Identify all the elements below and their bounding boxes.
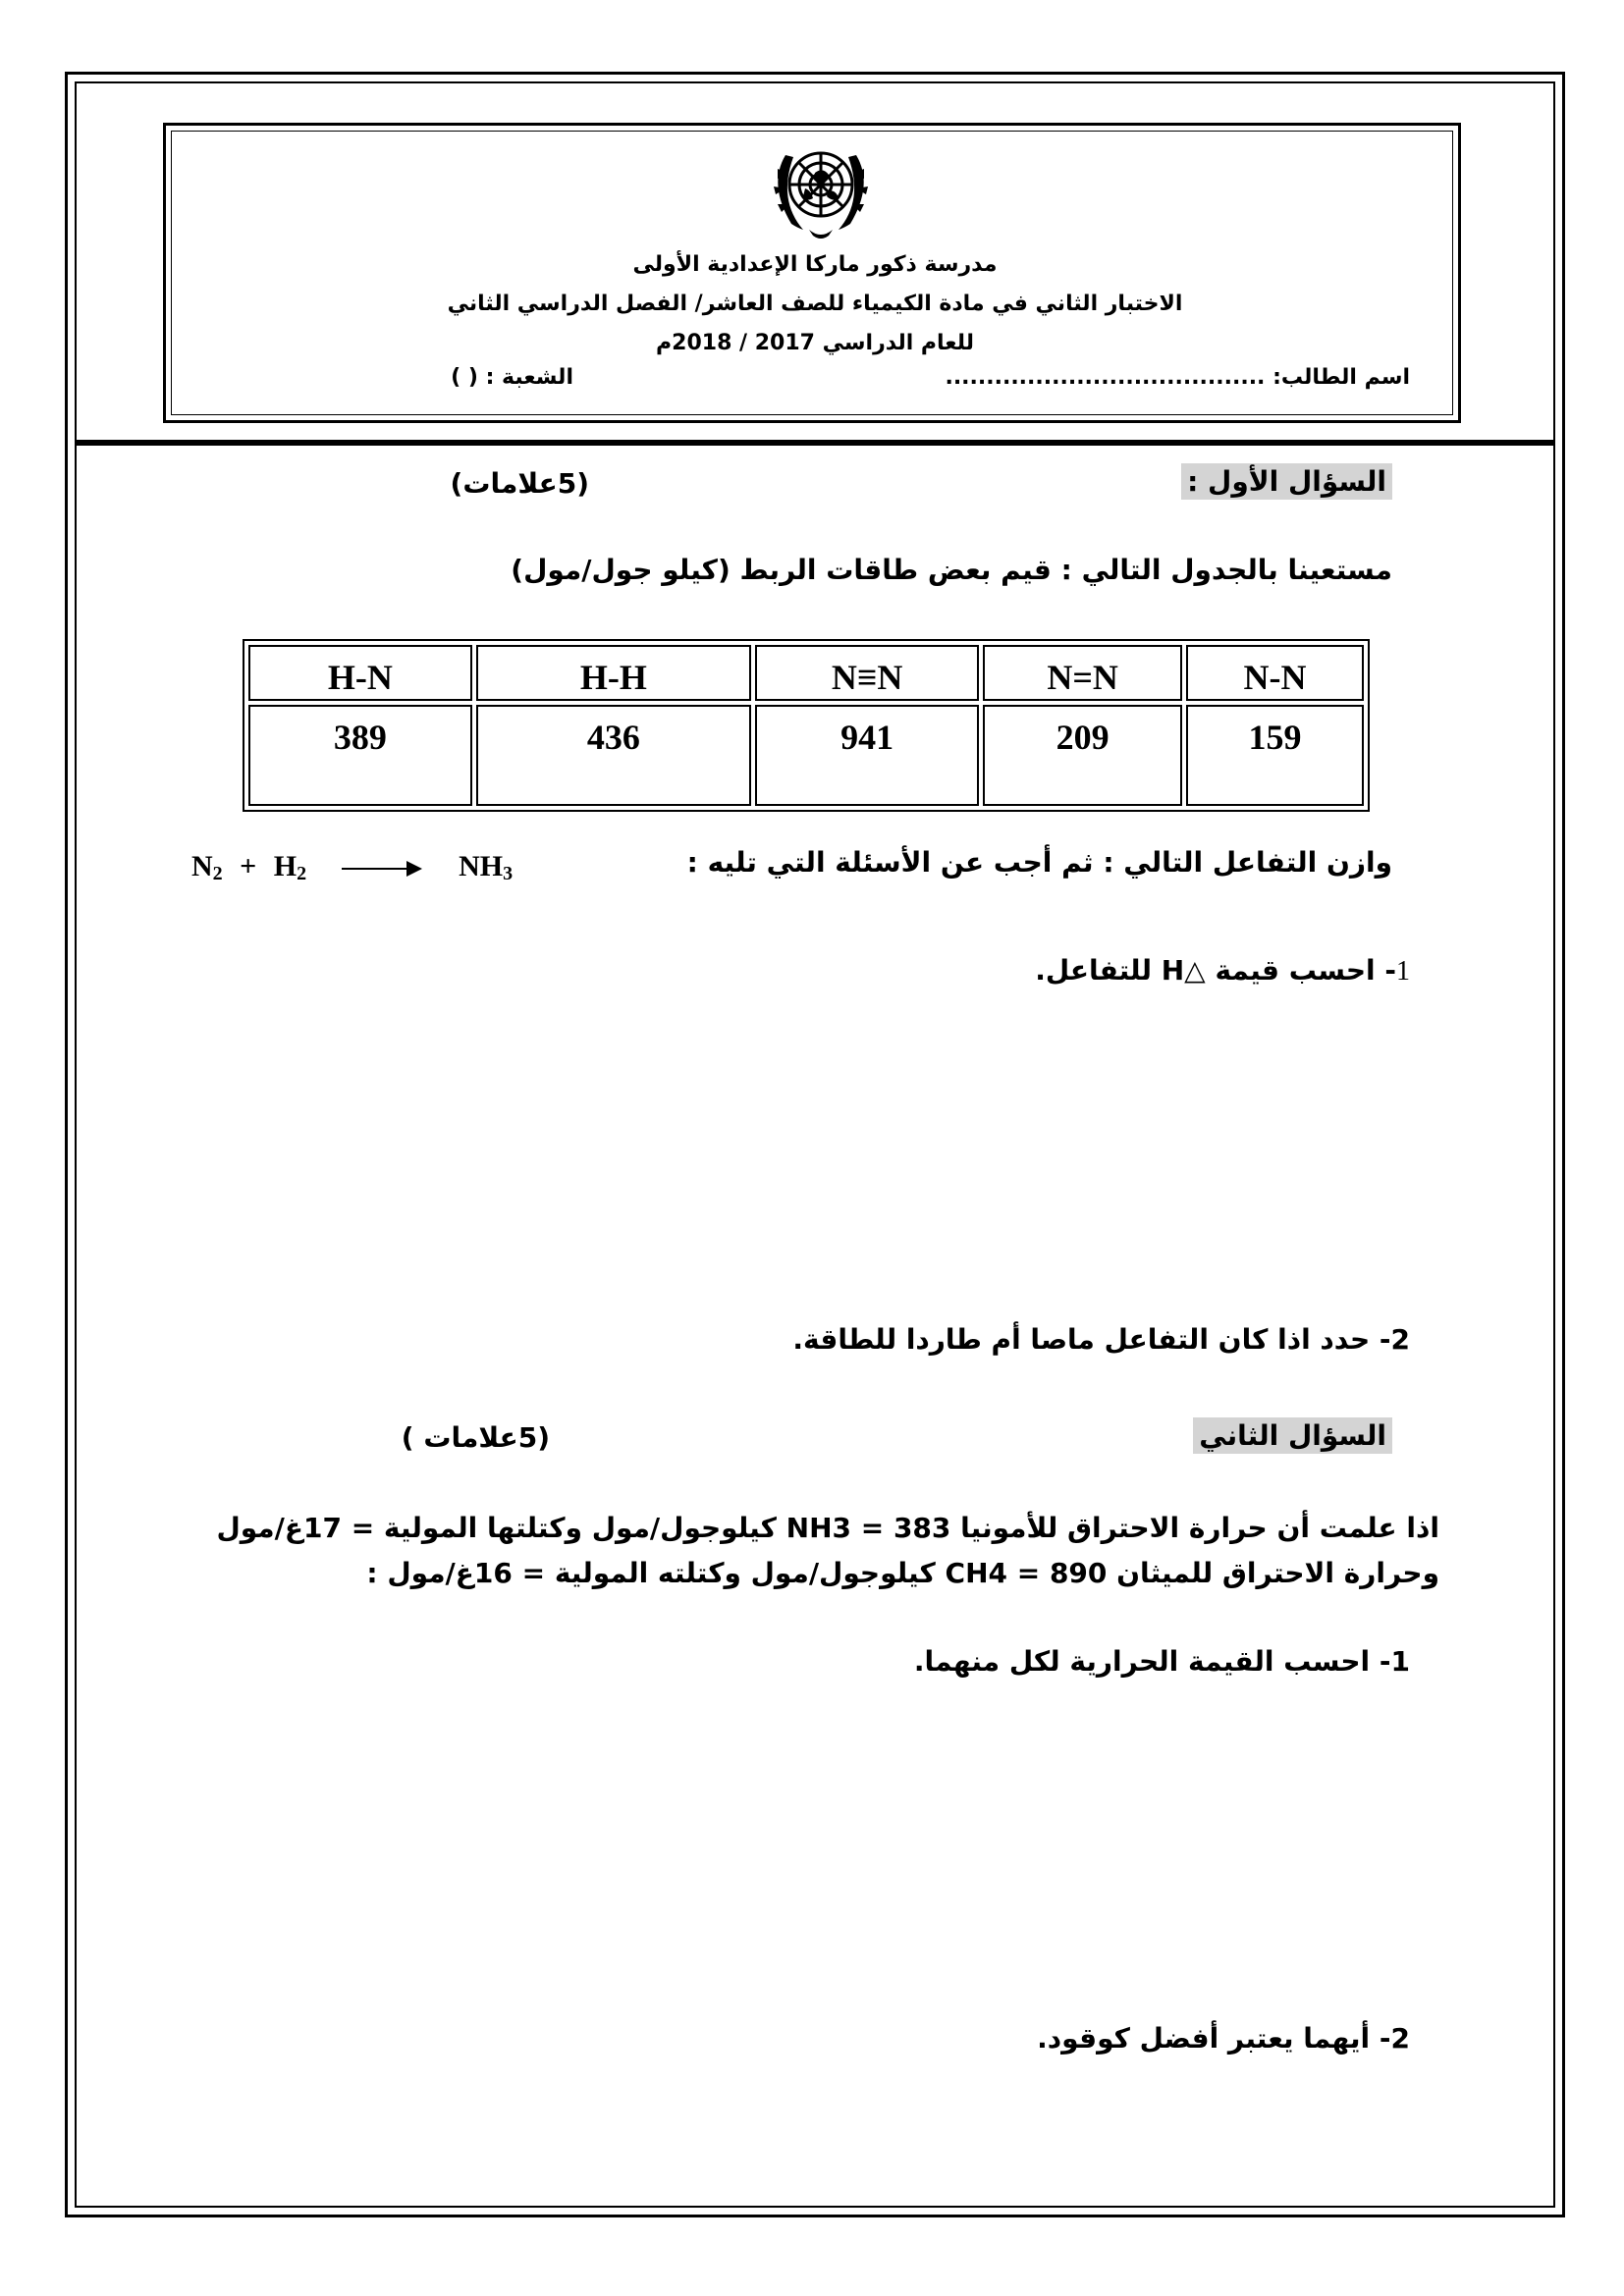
- reactant-n2-symbol: N: [191, 850, 213, 882]
- q1-balance-text: وازن التفاعل التالي : ثم أجب عن الأسئلة التي تليه :: [686, 846, 1392, 879]
- table-cell: 436: [476, 705, 751, 806]
- table-header-cell: N≡N: [755, 645, 979, 701]
- reactant-n2-subscript: 2: [212, 863, 223, 884]
- table-cell: 209: [983, 705, 1182, 806]
- q1-marks: (5علامات): [450, 467, 589, 500]
- q2-title-text: السؤال الثاني: [1193, 1417, 1392, 1454]
- q1-title: [1181, 465, 1392, 498]
- reactant-h2-subscript: 2: [297, 863, 307, 884]
- q2-subquestion-1: 1- احسب القيمة الحرارية لكل منهما.: [913, 1645, 1410, 1678]
- table-cell: 389: [248, 705, 472, 806]
- table-cell: 941: [755, 705, 979, 806]
- product-nh3: [459, 850, 513, 882]
- q1-intro: مستعينا بالجدول التالي : قيم بعض طاقات الربط (كيلو جول/مول): [511, 554, 1392, 586]
- q2-subquestion-2: 2- أيهما يعتبر أفضل كوقود.: [1037, 2022, 1410, 2055]
- academic-year: للعام الدراسي 2017 / 2018م: [656, 331, 974, 355]
- q1-sub1-number: 1: [1396, 956, 1410, 987]
- school-name: مدرسة ذكور ماركا الإعدادية الأولى: [632, 252, 998, 277]
- product-nh3-subscript: 3: [503, 863, 514, 884]
- table-row: [248, 705, 1364, 806]
- table-header-row: [248, 645, 1364, 701]
- bond-energy-table: [243, 639, 1370, 812]
- header-divider: [77, 440, 1553, 446]
- q2-title: [1193, 1419, 1392, 1452]
- section-label: الشعبة : ( ): [451, 365, 573, 390]
- q2-marks: (5علامات ): [401, 1421, 550, 1454]
- table-header-cell: H-N: [248, 645, 472, 701]
- reaction-equation: [191, 850, 513, 885]
- q2-line-1: اذا علمت أن حرارة الاحتراق للأمونيا NH3 = 383 كيلوجول/مول وكتلتها المولية = 17غ/مول: [216, 1512, 1439, 1544]
- reactant-h2-symbol: H: [273, 850, 298, 882]
- reaction-arrow-icon: [342, 868, 420, 870]
- q2-line-2: وحرارة الاحتراق للميثان CH4 = 890 كيلوجول/مول وكتلته المولية = 16غ/مول :: [366, 1557, 1439, 1589]
- q1-sub1-text: - احسب قيمة △H للتفاعل.: [1035, 954, 1396, 987]
- table-header-cell: H-H: [476, 645, 751, 701]
- reactant-h2: [274, 850, 306, 882]
- table-header-cell: N=N: [983, 645, 1182, 701]
- table-cell: 159: [1186, 705, 1364, 806]
- product-nh3-symbol: NH: [459, 850, 504, 882]
- q1-subquestion-1: [1035, 954, 1410, 988]
- un-emblem-icon: [756, 135, 886, 245]
- reactant-n2: [191, 850, 223, 882]
- student-name-label: اسم الطالب: .......................................: [945, 365, 1410, 390]
- q1-title-text: السؤال الأول :: [1181, 463, 1392, 500]
- table-header-cell: N-N: [1186, 645, 1364, 701]
- q1-subquestion-2: 2- حدد اذا كان التفاعل ماصا أم طاردا للطاقة.: [792, 1323, 1410, 1356]
- exam-title: الاختبار الثاني في مادة الكيمياء للصف العاشر/ الفصل الدراسي الثاني: [447, 292, 1183, 316]
- plus-sign: +: [240, 850, 257, 882]
